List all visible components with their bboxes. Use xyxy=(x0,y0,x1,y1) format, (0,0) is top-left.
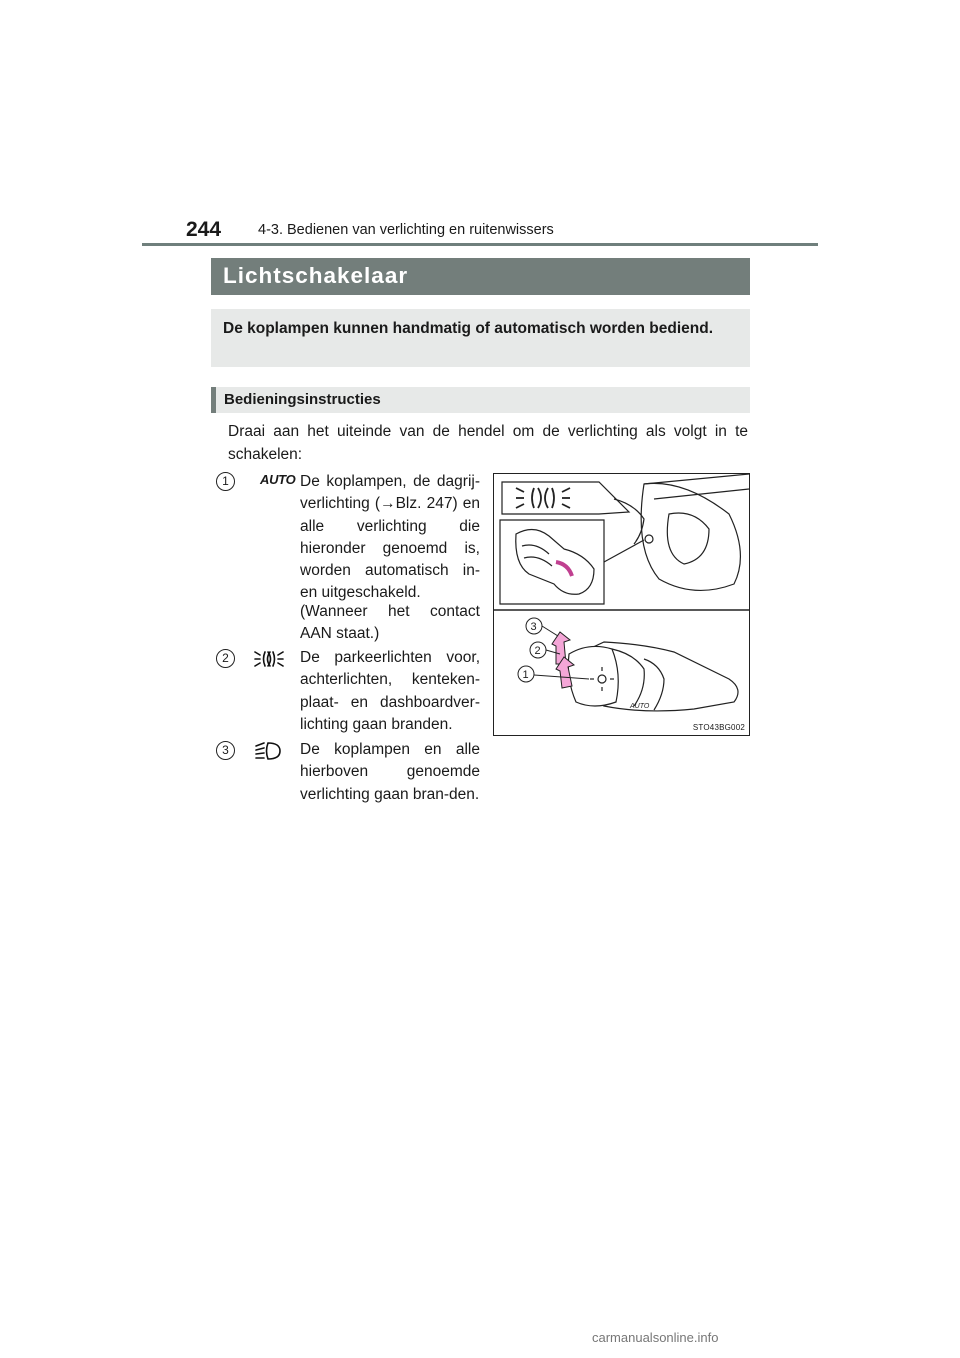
lever-illustration xyxy=(493,473,750,736)
illustration-code: STO43BG002 xyxy=(692,723,745,732)
section-path: 4-3. Bedienen van verlichting en ruitenwissers xyxy=(258,222,554,238)
item-number-1: 1 xyxy=(216,472,235,491)
item-number-2: 2 xyxy=(216,649,235,668)
subheading: Bedieningsinstructies xyxy=(224,391,381,408)
intro-text: De koplampen kunnen handmatig of automatisch worden bediend. xyxy=(223,320,714,337)
item-text-3: De koplampen en alle hierboven genoemde verlichting gaan bran-den. xyxy=(300,741,480,803)
intro-box xyxy=(211,309,750,367)
title-bar xyxy=(211,258,750,295)
subheading-bar xyxy=(211,387,750,413)
page-number: 244 xyxy=(186,218,222,241)
callout-numbers xyxy=(518,618,546,682)
svg-text:1: 1 xyxy=(522,669,529,681)
instruction-text: Draai aan het uiteinde van de hendel om de verlichting als volgt in te schakelen: xyxy=(228,423,748,463)
svg-text:3: 3 xyxy=(530,621,537,633)
parking-light-icon xyxy=(254,649,284,669)
subheading-accent xyxy=(211,387,216,413)
svg-text:2: 2 xyxy=(534,645,541,657)
item-text-1: De koplampen, de dagrij-verlichting (→Blz. 247) en alle verlichting die hieronder genoemd is, worden automatisch in- en uitgeschakeld. xyxy=(300,473,480,602)
header-rule xyxy=(142,243,818,246)
auto-light-icon: AUTO xyxy=(260,472,296,487)
page-title: Lichtschakelaar xyxy=(223,263,409,288)
item-number-3: 3 xyxy=(216,741,235,760)
steering-wheel xyxy=(641,483,740,590)
item-note-1: (Wanneer het contact AAN staat.) xyxy=(300,603,480,643)
item-text-2: De parkeerlichten voor, achterlichten, kenteken-plaat- en dashboardver-lichting gaan branden. xyxy=(300,649,480,733)
lever-auto-label: AUTO xyxy=(630,703,650,710)
headlight-icon xyxy=(254,740,282,762)
lever-knob xyxy=(568,646,618,706)
lever-drawing xyxy=(494,474,749,735)
footer-watermark: carmanualsonline.info xyxy=(592,1330,719,1345)
